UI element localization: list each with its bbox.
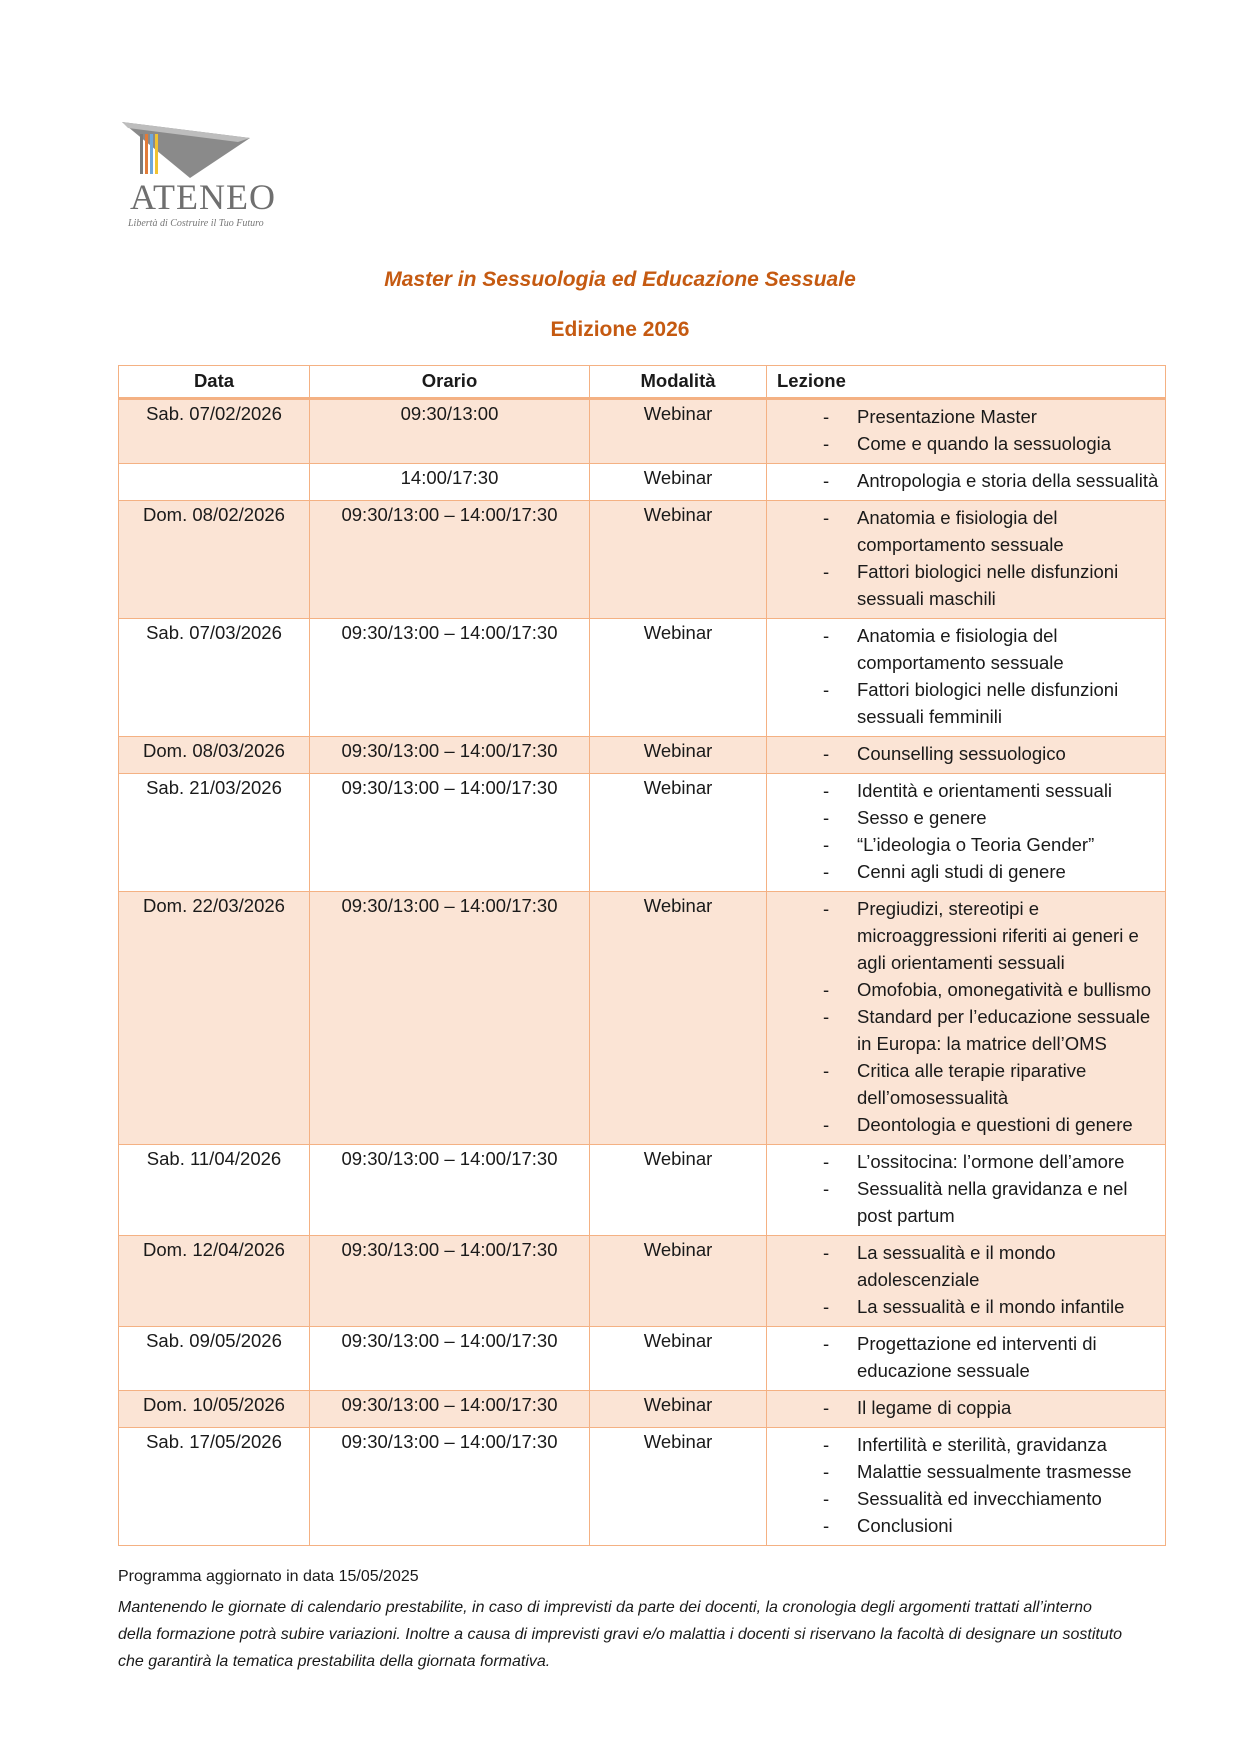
time-cell: 09:30/13:00 – 14:00/17:30 [310,892,590,1145]
schedule-table [118,365,1166,1546]
date-cell: Dom. 08/03/2026 [119,737,310,774]
date-cell: Sab. 07/02/2026 [119,399,310,464]
lesson-topic-list [773,895,1159,1138]
lesson-topic: - Counselling sessuologico [773,740,1159,767]
lesson-cell [767,619,1166,737]
lesson-cell [767,1327,1166,1391]
lesson-topic-list [773,467,1159,494]
time-cell: 09:30/13:00 – 14:00/17:30 [310,737,590,774]
lesson-topic-list [773,1330,1159,1384]
time-cell: 09:30/13:00 – 14:00/17:30 [310,1236,590,1327]
table-row [119,619,1166,737]
lesson-cell [767,1236,1166,1327]
mode-cell: Webinar [590,399,767,464]
lesson-topic-list [773,1431,1159,1539]
mode-cell: Webinar [590,619,767,737]
lesson-topic: - Malattie sessualmente trasmesse [773,1458,1159,1485]
table-row [119,1391,1166,1428]
mode-cell: Webinar [590,737,767,774]
update-note: Programma aggiornato in data 15/05/2025 [118,1568,419,1585]
header-orario: Orario [310,366,590,399]
date-cell: Dom. 08/02/2026 [119,501,310,619]
date-cell: Sab. 21/03/2026 [119,774,310,892]
lesson-cell [767,399,1166,464]
lesson-cell [767,1391,1166,1428]
table-row [119,1145,1166,1236]
mode-cell: Webinar [590,1327,767,1391]
lesson-topic-list [773,1148,1159,1229]
lesson-topic: - Fattori biologici nelle disfunzioni sessuali femminili [773,676,1159,730]
lesson-topic: - La sessualità e il mondo adolescenziale [773,1239,1159,1293]
lesson-cell [767,501,1166,619]
lesson-topic: - Cenni agli studi di genere [773,858,1159,885]
page-subtitle: Edizione 2026 [550,318,690,341]
table-row [119,1327,1166,1391]
time-cell: 09:30/13:00 – 14:00/17:30 [310,1327,590,1391]
lesson-topic: - Sesso e genere [773,804,1159,831]
lesson-topic-list [773,504,1159,612]
table-row [119,737,1166,774]
lesson-topic: - Il legame di coppia [773,1394,1159,1421]
mode-cell: Webinar [590,1236,767,1327]
logo-mark-icon [118,118,258,180]
table-header-row [119,366,1166,399]
disclaimer-text: Mantenendo le giornate di calendario prestabilite, in caso di imprevisti da parte dei docenti, la cronologia degli argomenti trattati all’interno della formazione potrà subire variazioni. Inoltre a causa di imprevisti gravi e/o malattia i docenti si riservano la facoltà di designare un sostituto che garantirà la tematica prestabilita della giornata formativa. [118,1599,1123,1670]
lesson-topic-list [773,403,1159,457]
lesson-topic: - L’ossitocina: l’ormone dell’amore [773,1148,1159,1175]
date-cell: Sab. 17/05/2026 [119,1428,310,1546]
lesson-topic: - Deontologia e questioni di genere [773,1111,1159,1138]
lesson-topic-list [773,622,1159,730]
table-row [119,1236,1166,1327]
header-data: Data [119,366,310,399]
lesson-cell [767,774,1166,892]
lesson-topic-list [773,1394,1159,1421]
logo-tagline: Libertà di Costruire il Tuo Futuro [128,218,264,229]
table-row [119,464,1166,501]
date-cell: Dom. 22/03/2026 [119,892,310,1145]
date-cell: Dom. 10/05/2026 [119,1391,310,1428]
table-row [119,1428,1166,1546]
table-row [119,399,1166,464]
time-cell: 09:30/13:00 – 14:00/17:30 [310,774,590,892]
lesson-topic: - Pregiudizi, stereotipi e microaggressioni riferiti ai generi e agli orientamenti sessuali [773,895,1159,976]
ateneo-logo [118,118,278,238]
mode-cell: Webinar [590,501,767,619]
lesson-topic: - Antropologia e storia della sessualità [773,467,1159,494]
page-title: Master in Sessuologia ed Educazione Sessuale [384,268,856,291]
mode-cell: Webinar [590,464,767,501]
lesson-topic-list [773,1239,1159,1320]
lesson-topic-list [773,777,1159,885]
date-cell [119,464,310,501]
logo-name: ATENEO [130,177,276,217]
table-row [119,774,1166,892]
header-modalita: Modalità [590,366,767,399]
lesson-topic: - Sessualità ed invecchiamento [773,1485,1159,1512]
lesson-topic: - La sessualità e il mondo infantile [773,1293,1159,1320]
lesson-topic: - Anatomia e fisiologia del comportamento sessuale [773,504,1159,558]
lesson-cell [767,737,1166,774]
lesson-topic: - Sessualità nella gravidanza e nel post partum [773,1175,1159,1229]
mode-cell: Webinar [590,774,767,892]
time-cell: 09:30/13:00 – 14:00/17:30 [310,501,590,619]
time-cell: 09:30/13:00 – 14:00/17:30 [310,1145,590,1236]
lesson-cell [767,892,1166,1145]
time-cell: 14:00/17:30 [310,464,590,501]
lesson-cell [767,1428,1166,1546]
lesson-topic: - Omofobia, omonegatività e bullismo [773,976,1159,1003]
lesson-topic: - Progettazione ed interventi di educazione sessuale [773,1330,1159,1384]
date-cell: Sab. 07/03/2026 [119,619,310,737]
time-cell: 09:30/13:00 – 14:00/17:30 [310,619,590,737]
lesson-topic-list [773,740,1159,767]
lesson-topic: - Critica alle terapie riparative dell’omosessualità [773,1057,1159,1111]
lesson-topic: - Anatomia e fisiologia del comportamento sessuale [773,622,1159,676]
date-cell: Sab. 09/05/2026 [119,1327,310,1391]
lesson-topic: - Fattori biologici nelle disfunzioni sessuali maschili [773,558,1159,612]
lesson-cell [767,1145,1166,1236]
time-cell: 09:30/13:00 – 14:00/17:30 [310,1428,590,1546]
mode-cell: Webinar [590,1428,767,1546]
lesson-topic: - Conclusioni [773,1512,1159,1539]
mode-cell: Webinar [590,892,767,1145]
time-cell: 09:30/13:00 [310,399,590,464]
date-cell: Sab. 11/04/2026 [119,1145,310,1236]
lesson-topic: - “L’ideologia o Teoria Gender” [773,831,1159,858]
lesson-topic: - Presentazione Master [773,403,1159,430]
table-row [119,892,1166,1145]
table-row [119,501,1166,619]
mode-cell: Webinar [590,1391,767,1428]
lesson-topic: - Come e quando la sessuologia [773,430,1159,457]
time-cell: 09:30/13:00 – 14:00/17:30 [310,1391,590,1428]
mode-cell: Webinar [590,1145,767,1236]
lesson-topic: - Standard per l’educazione sessuale in Europa: la matrice dell’OMS [773,1003,1159,1057]
lesson-topic: - Infertilità e sterilità, gravidanza [773,1431,1159,1458]
date-cell: Dom. 12/04/2026 [119,1236,310,1327]
lesson-topic: - Identità e orientamenti sessuali [773,777,1159,804]
lesson-cell [767,464,1166,501]
header-lezione: Lezione [767,366,1166,399]
